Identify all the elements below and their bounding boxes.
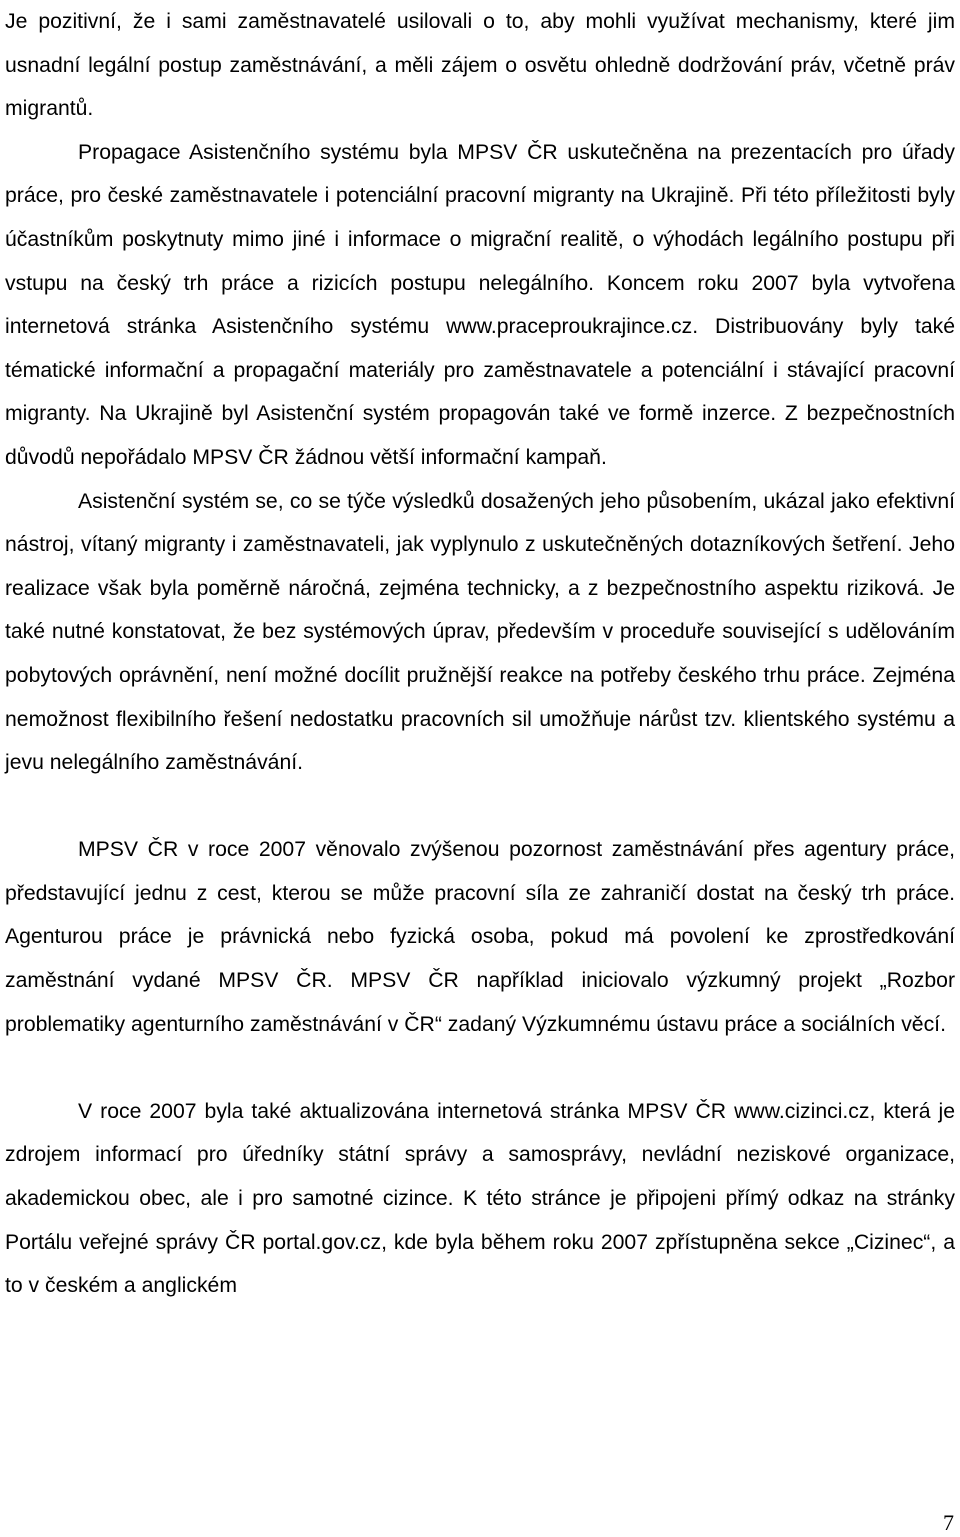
document-page [5,0,955,1308]
paragraph-assistance-results: Asistenční systém se, co se týče výsledků dosažených jeho působením, ukázal jako efektivní nástroj, vítaný migranty i zaměstnavateli, jak vyplynulo z uskutečněných dotazníkových šetření. Jeho realizace však byla poměrně náročná, zejména technicky, a z bezpečnostního aspektu riziková. Je také nutné konstatovat, že bez systémových úprav, především v proceduře související s udělováním pobytových oprávnění, není možné docílit pružnější reakce na potřeby českého trhu práce. Zejména nemožnost flexibilního řešení nedostatku pracovních sil umožňuje nárůst tzv. klientského systému a jevu nelegálního zaměstnávání. [5,489,955,775]
paragraph-promotion: Propagace Asistenčního systému byla MPSV ČR uskutečněna na prezentacích pro úřady práce, pro české zaměstnavatele i potenciální pracovní migranty na Ukrajině. Při této příležitosti byly účastníkům poskytnuty mimo jiné i informace o migrační realitě, o výhodách legálního postupu při vstupu na český trh práce a rizicích postupu nelegálního. Koncem roku 2007 byla vytvořena internetová stránka Asistenčního systému www.praceproukrajince.cz. Distribuovány byly také tématické informační a propagační materiály pro zaměstnavatele a potenciální i stávající pracovní migranty. Na Ukrajině byl Asistenční systém propagován také ve formě inzerce. Z bezpečnostních důvodů nepořádalo MPSV ČR žádnou větší informační kampaň. [5,140,955,469]
page-number: 7 [943,1510,954,1535]
paragraph-employers-rights: Je pozitivní, že i sami zaměstnavatelé usilovali o to, aby mohli využívat mechanismy, které jim usnadní legální postup zaměstnávání, a měli zájem o osvětu ohledně dodržování práv, včetně práv migrantů. [5,10,955,121]
paragraph-spacer [5,785,955,829]
paragraph-employment-agencies: MPSV ČR v roce 2007 věnovalo zvýšenou pozornost zaměstnávání přes agentury práce, představující jednu z cest, kterou se může pracovní síla ze zahraničí dostat na český trh práce. Agenturou práce je právnická nebo fyzická osoba, pokud má povolení ke zprostředkování zaměstnání vydané MPSV ČR. MPSV ČR například iniciovalo výzkumný projekt „Rozbor problematiky agenturního zaměstnávání v ČR“ zadaný Výzkumnému ústavu práce a sociálních věcí. [5,838,955,1036]
paragraph-spacer [5,1046,955,1090]
paragraph-website-update: V roce 2007 byla také aktualizována internetová stránka MPSV ČR www.cizinci.cz, která je zdrojem informací pro úředníky státní správy a samosprávy, nevládní neziskové organizace, akademickou obec, ale i pro samotné cizince. K této stránce je připojeni přímý odkaz na stránky Portálu veřejné správy ČR portal.gov.cz, kde byla během roku 2007 zpřístupněna sekce „Cizinec“, a to v českém a anglickém [5,1099,955,1298]
